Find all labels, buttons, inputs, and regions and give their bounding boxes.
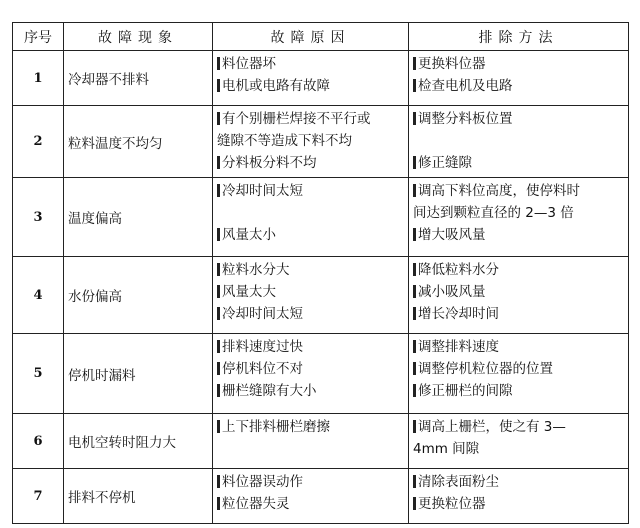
table-row [13, 51, 629, 106]
remedy-line-text: 调整排料速度 [418, 339, 499, 355]
table-row [13, 106, 629, 178]
bullet-marker-icon [217, 475, 220, 488]
cause-line-text: 分料板分料不均 [222, 155, 317, 171]
fault-phenomenon: 水份偏高 [64, 257, 213, 334]
cause-line-text: 风量太小 [222, 227, 276, 243]
cause-line [217, 108, 404, 130]
bullet-marker-icon [413, 263, 416, 276]
fault-phenomenon: 粒料温度不均匀 [64, 106, 213, 178]
remedy-line [413, 180, 624, 202]
bullet-marker-icon [217, 184, 220, 197]
table-row [13, 257, 629, 334]
fault-phenomenon: 冷却器不排料 [64, 51, 213, 106]
remedy-line-text: 修正缝隙 [418, 155, 472, 171]
fault-cause-cell [213, 414, 409, 469]
bullet-marker-icon [413, 285, 416, 298]
remedy-cell [409, 469, 629, 524]
remedy-line-text: 清除表面粉尘 [418, 474, 499, 490]
cause-line [217, 281, 404, 303]
cause-line [217, 358, 404, 380]
cause-line-text: 有个别栅栏焊接不平行或 [222, 111, 371, 127]
cause-line [217, 380, 404, 402]
bullet-marker-icon [217, 420, 220, 433]
bullet-marker-icon [413, 57, 416, 70]
cause-line [217, 180, 404, 202]
remedy-line [413, 303, 624, 325]
cause-line-text: 缝隙不等造成下料不均 [217, 133, 352, 149]
remedy-line-text: 4mm 间隙 [413, 441, 480, 457]
header-cause: 故障原因 [213, 23, 409, 51]
cause-line-text: 料位器坏 [222, 56, 276, 72]
remedy-line [413, 224, 624, 246]
remedy-line [413, 281, 624, 303]
remedy-line-text: 检查电机及电路 [418, 78, 513, 94]
blank-line [413, 130, 624, 152]
cause-line [217, 259, 404, 281]
bullet-marker-icon [217, 156, 220, 169]
bullet-marker-icon [217, 340, 220, 353]
remedy-line-text: 降低粒料水分 [418, 262, 499, 278]
remedy-cell [409, 334, 629, 414]
row-number: 1 [13, 51, 64, 106]
bullet-marker-icon [413, 340, 416, 353]
row-number: 2 [13, 106, 64, 178]
table-row [13, 469, 629, 524]
blank-line [217, 202, 404, 224]
remedy-cell [409, 106, 629, 178]
cause-line-text: 冷却时间太短 [222, 306, 303, 322]
bullet-marker-icon [217, 79, 220, 92]
cause-line-text: 粒位器失灵 [222, 496, 290, 512]
bullet-marker-icon [217, 497, 220, 510]
remedy-line [413, 380, 624, 402]
cause-line [217, 303, 404, 325]
remedy-line-text: 间达到颗粒直径的 2—3 倍 [413, 205, 574, 221]
cause-line-text: 粒料水分大 [222, 262, 290, 278]
header-row [13, 23, 629, 51]
bullet-marker-icon [217, 307, 220, 320]
cause-line-text: 电机或电路有故障 [222, 78, 330, 94]
remedy-line-text: 减小吸风量 [418, 284, 486, 300]
fault-phenomenon: 电机空转时阻力大 [64, 414, 213, 469]
row-number: 3 [13, 178, 64, 257]
cause-line-text: 冷却时间太短 [222, 183, 303, 199]
remedy-cell [409, 414, 629, 469]
cause-line [217, 224, 404, 246]
fault-table-container [12, 22, 628, 516]
bullet-marker-icon [217, 57, 220, 70]
row-number: 4 [13, 257, 64, 334]
bullet-marker-icon [413, 475, 416, 488]
remedy-line-text: 调高上栅栏，使之有 3— [418, 419, 566, 435]
remedy-line [413, 202, 624, 224]
fault-table [12, 22, 629, 524]
remedy-line [413, 259, 624, 281]
remedy-line [413, 493, 624, 515]
remedy-line-text: 增大吸风量 [418, 227, 486, 243]
row-number: 5 [13, 334, 64, 414]
fault-cause-cell [213, 334, 409, 414]
cause-line-text: 风量太大 [222, 284, 276, 300]
remedy-line [413, 358, 624, 380]
cause-line-text: 料位器误动作 [222, 474, 303, 490]
remedy-line [413, 152, 624, 174]
remedy-line-text: 增长冷却时间 [418, 306, 499, 322]
header-no: 序号 [13, 23, 64, 51]
bullet-marker-icon [217, 112, 220, 125]
remedy-cell [409, 178, 629, 257]
bullet-marker-icon [217, 384, 220, 397]
bullet-marker-icon [413, 497, 416, 510]
cause-line [217, 130, 404, 152]
cause-line [217, 53, 404, 75]
bullet-marker-icon [413, 156, 416, 169]
cause-line [217, 152, 404, 174]
bullet-marker-icon [413, 384, 416, 397]
bullet-marker-icon [413, 79, 416, 92]
remedy-line-text: 更换料位器 [418, 56, 486, 72]
bullet-marker-icon [413, 228, 416, 241]
remedy-line [413, 336, 624, 358]
fault-cause-cell [213, 106, 409, 178]
bullet-marker-icon [413, 112, 416, 125]
remedy-line-text: 更换粒位器 [418, 496, 486, 512]
table-row [13, 414, 629, 469]
bullet-marker-icon [413, 184, 416, 197]
bullet-marker-icon [413, 420, 416, 433]
row-number: 6 [13, 414, 64, 469]
remedy-line [413, 471, 624, 493]
cause-line [217, 336, 404, 358]
table-row [13, 334, 629, 414]
bullet-marker-icon [217, 362, 220, 375]
header-phenomenon: 故障现象 [64, 23, 213, 51]
remedy-line [413, 416, 624, 438]
cause-line-text: 停机料位不对 [222, 361, 303, 377]
bullet-marker-icon [217, 285, 220, 298]
cause-line [217, 416, 404, 438]
cause-line-text: 排料速度过快 [222, 339, 303, 355]
remedy-line [413, 75, 624, 97]
remedy-cell [409, 257, 629, 334]
remedy-line [413, 438, 624, 460]
fault-phenomenon: 排料不停机 [64, 469, 213, 524]
remedy-line-text: 调高下料位高度，使停料时 [418, 183, 580, 199]
remedy-cell [409, 51, 629, 106]
bullet-marker-icon [217, 263, 220, 276]
bullet-marker-icon [413, 307, 416, 320]
remedy-line [413, 53, 624, 75]
header-remedy: 排除方法 [409, 23, 629, 51]
bullet-marker-icon [217, 228, 220, 241]
cause-line [217, 75, 404, 97]
table-row [13, 178, 629, 257]
table-body [13, 51, 629, 524]
row-number: 7 [13, 469, 64, 524]
fault-phenomenon: 温度偏高 [64, 178, 213, 257]
remedy-line [413, 108, 624, 130]
cause-line [217, 493, 404, 515]
cause-line-text: 上下排料栅栏磨擦 [222, 419, 330, 435]
fault-phenomenon: 停机时漏料 [64, 334, 213, 414]
remedy-line-text: 调整停机粒位器的位置 [418, 361, 553, 377]
remedy-line-text: 修正栅栏的间隙 [418, 383, 513, 399]
fault-cause-cell [213, 178, 409, 257]
fault-cause-cell [213, 51, 409, 106]
fault-cause-cell [213, 257, 409, 334]
cause-line [217, 471, 404, 493]
fault-cause-cell [213, 469, 409, 524]
bullet-marker-icon [413, 362, 416, 375]
cause-line-text: 栅栏缝隙有大小 [222, 383, 317, 399]
remedy-line-text: 调整分料板位置 [418, 111, 513, 127]
